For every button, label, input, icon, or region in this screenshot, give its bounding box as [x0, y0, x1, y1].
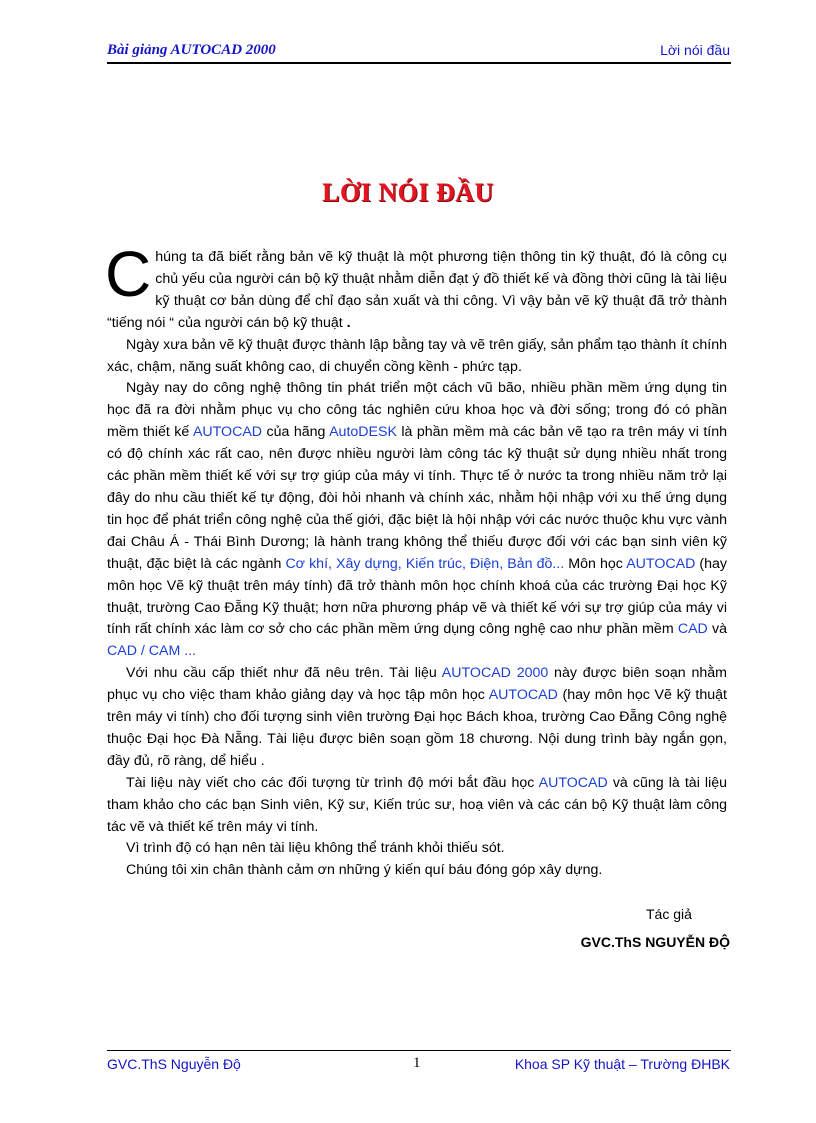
paragraph-3: [107, 378, 727, 663]
header-divider: [107, 62, 731, 64]
page-footer: [107, 1056, 730, 1076]
p3-text-2: của hãng: [262, 424, 330, 441]
paragraph-intro-end: .: [346, 314, 351, 331]
page-title: LỜI NÓI ĐẦU: [322, 178, 494, 207]
document-body: [105, 238, 728, 882]
cadcam-term: CAD / CAM ...: [107, 643, 197, 660]
p5-text-2: và cũng là tài liệu tham khảo cho các bạn Sinh viên, Kỹ sư, Kiến trúc sư, hoạ viên và các cán bộ Kỹ thuật làm công tác vẽ và thiết kế trên máy vi tính.: [107, 774, 727, 835]
paragraph-2: Ngày xưa bản vẽ kỹ thuật được thành lập bằng tay và vẽ trên giấy, sản phẩm tạo thành ít chính xác, chậm, năng suất không cao, di chuyển cồng kềnh - phức tạp.: [107, 336, 727, 375]
p4-text-1: Với nhu cầu cấp thiết như đã nêu trên. Tài liệu: [126, 665, 442, 682]
paragraph-intro-text: húng ta đã biết rằng bản vẽ kỹ thuật là một phương tiện thông tin kỹ thuật, đó là công cụ chủ yếu của người cán bộ kỹ thuật nhằm diễn đạt ý đồ thiết kế và đồng thời cũng là tài liệu kỹ thuật cơ bản dùng để chỉ đạo sản xuất và thi công. Vì vậy bản vẽ kỹ thuật đã trở thành “tiếng nói “ của người cán bộ kỹ thuật: [107, 249, 727, 331]
paragraph-6: Vì trình độ có hạn nên tài liệu không thể tránh khỏi thiếu sót.: [126, 840, 505, 857]
paragraph-4: [107, 663, 727, 773]
header-section-title: Lời nói đầu: [660, 42, 730, 58]
page-header: [107, 40, 730, 64]
autocad-term: AUTOCAD: [626, 555, 696, 572]
drop-cap: C: [105, 238, 152, 310]
footer-author: GVC.ThS Nguyễn Độ: [107, 1056, 241, 1072]
signature-name: GVC.ThS NGUYỄN ĐỘ: [580, 934, 730, 950]
p3-text-3: là phần mềm mà các bản vẽ tạo ra trên máy vi tính có độ chính xác rất cao, nên được nhiều người làm công tác kỹ thuật sử dụng nhiều nhất trong các phần mềm thiết kế với sự trợ giúp của máy vi tính. Thực tế ở nước ta trong nhiều năm trở lại đây do nhu cầu thiết kế tự động, đòi hỏi nhanh và chính xác, nhằm hội nhập với xu thế ứng dụng tin học để phát triển công nghệ của thế giới, đặc biệt là hội nhập với các nước thuộc khu vực vành đai Châu Á - Thái Bình Dương; là hành trang không thể thiếu được đối với các bạn sinh viên kỹ thuật, đặc biệt là các ngành: [107, 424, 727, 572]
page-number: 1: [413, 1055, 421, 1071]
p3-text-6: và: [707, 621, 727, 638]
p3-text-1: Ngày nay do công nghệ thông tin phát triển một cách vũ bão, nhiều phần mềm ứng dụng tin học đã ra đời nhằm phục vụ cho công tác nghiên cứu khoa học và đời sống; trong đó có phần mềm thiết kế: [107, 380, 727, 441]
fields-term: Cơ khí, Xây dựng, Kiến trúc, Điện, Bản đồ...: [285, 555, 565, 572]
cad-term: CAD: [677, 621, 708, 638]
p5-text-1: Tài liệu này viết cho các đối tượng từ trình độ mới bắt đầu học: [126, 774, 539, 791]
autocad-term: AUTOCAD: [192, 424, 263, 441]
p4-text-3: (hay môn học Vẽ kỹ thuật trên máy vi tính) cho đối tượng sinh viên trường Đại học Bách khoa, trường Cao Đẵng Công nghệ thuộc Đại học Đà Nẵng. Tài liệu được biên soạn gồm 18 chương. Nội dung trình bày ngắn gọn, đầy đủ, rõ ràng, dể hiểu .: [107, 687, 727, 769]
footer-divider: [107, 1050, 731, 1051]
paragraph-intro: [105, 238, 727, 335]
autocad2000-term: AUTOCAD 2000: [441, 665, 549, 682]
p4-text-2: này được biên soạn nhằm phục vụ cho việc tham khảo giảng dạy và học tập môn học: [107, 665, 727, 704]
paragraph-7: Chúng tôi xin chân thành cảm ơn những ý kiến quí báu đóng góp xây dựng.: [126, 862, 603, 879]
autocad-term: AUTOCAD: [538, 774, 608, 791]
p3-text-5: (hay môn học Vẽ kỹ thuật trên máy tính) đã trở thành môn học chính khoá của các trường Đại học Kỹ thuật, trường Cao Đẵng Kỹ thuật; hơn nữa phương pháp vẽ và thiết kế với sự trợ giúp của máy vi tính rất chính xác làm cơ sở cho các phần mềm ứng dụng công nghệ cao như phần mềm: [107, 555, 728, 638]
header-course-title: Bài giảng AUTOCAD 2000: [107, 42, 276, 58]
p3-text-4: Môn học: [564, 555, 627, 572]
autocad-term: AUTOCAD: [488, 687, 558, 704]
autodesk-term: AutoDESK: [329, 424, 397, 441]
paragraph-5: [107, 773, 727, 839]
signature-role: Tác giả: [646, 906, 692, 922]
footer-institution: Khoa SP Kỹ thuật – Trường ĐHBK: [514, 1056, 730, 1072]
